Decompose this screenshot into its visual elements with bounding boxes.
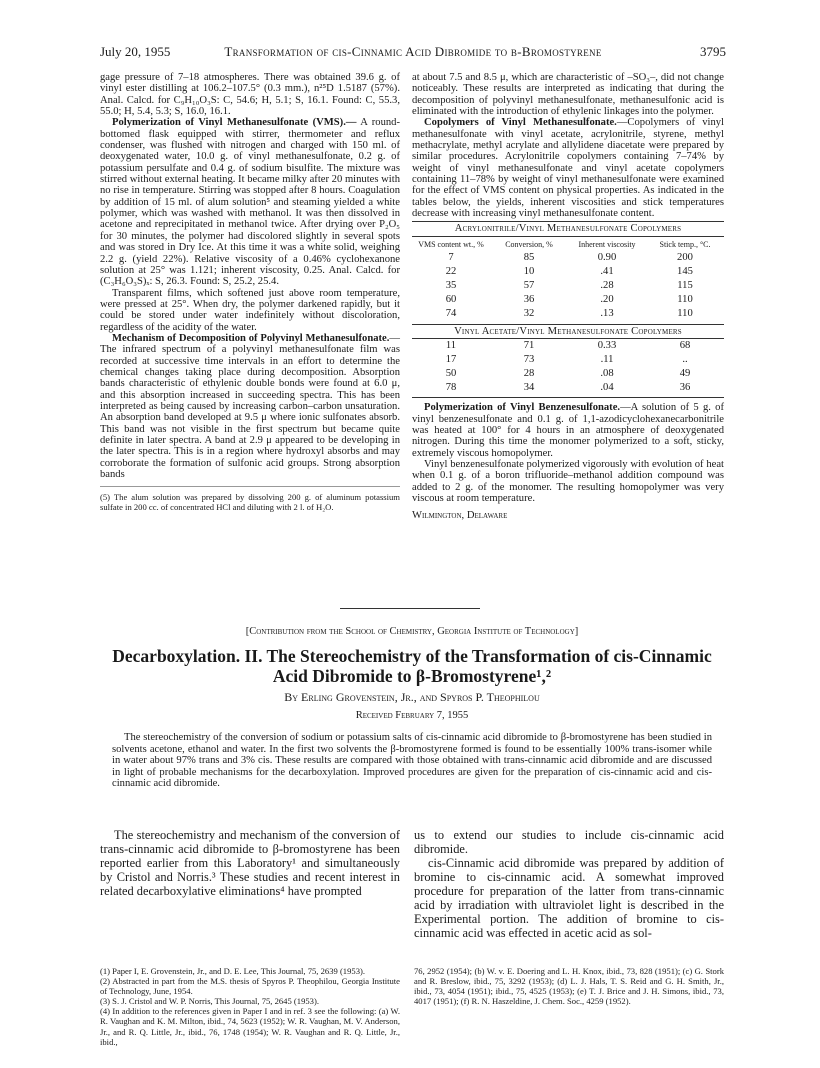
right-column [412, 72, 724, 522]
text-copolymers: —Copolymers of vinyl methanesulfonate with vinyl acetate, acrylonitrile, styrene, methyl methacrylate, methyl acrylate and allylidene diacetate were prepared by similar procedures. Acrylonitrile copolymers containing 7–74% by weight of vinyl methanesulfonate and vinyl acetate copolymers containing 11–78% by weight of vinyl methanesulfonate were examined for the effect of VMS content on physical properties. As indicated in the tables below, the yields, inherent viscosities and stick temperatures decrease with increasing vinyl methanesulfonate content. [412, 117, 724, 220]
table-cell: 68 [679, 340, 691, 352]
body-paragraph: The stereochemistry and mechanism of the conversion of trans-cinnamic acid dibromide to β-bromostyrene has been reported earlier from this Laboratory¹ and simultaneously by Cristol and Norris.³ These studies and recent interest in related decarboxylative eliminations⁴ have prompted [100, 828, 400, 898]
column-header: Conversion, % [505, 239, 553, 249]
table-cell: 36 [679, 382, 691, 394]
heading-mechanism: Mechanism of Decomposition of Polyvinyl Methanesulfonate. [112, 332, 390, 344]
text-mechanism: —The infrared spectrum of a polyvinyl methanesulfonate film was recorded at successive time intervals in an effort to determine the chemical changes taking place during decomposition. Absorption bands characteristic of ethylenic double bonds were found at 6.0 μ, and this absorption increased in succeeding spectra. This has been interpreted as being caused by increasing carbon–carbon unsaturation. An absorption band developed at 9.5 μ where ionic sulfonates absorb. This band was not visible in the first spectrum but became quite definite in later spectra. A band at 2.9 μ appeared to be developing in the later spectra. This is in a region where hydroxyl absorbs and may corroborate the formation of sulfonic acid groups. Strong absorption bands [100, 332, 400, 481]
running-head-date: July 20, 1955 [100, 44, 171, 59]
table-cell: 145 [677, 265, 693, 277]
table-cell: 7 [448, 251, 454, 263]
table-cell: 34 [523, 382, 535, 394]
article-title: Decarboxylation. II. The Stereochemistry of the Transformation of cis-Cinnamic Acid Dibromide to β-Bromostyrene¹,² [112, 646, 712, 686]
table-cell: 71 [523, 340, 535, 352]
footnote-3: (3) S. J. Cristol and W. P. Norris, This Journal, 75, 2645 (1953). [100, 996, 319, 1007]
contribution-line: [Contribution from the School of Chemistry, Georgia Institute of Technology] [245, 626, 579, 637]
footnote-5 [100, 486, 400, 512]
body-paragraph: cis-Cinnamic acid dibromide was prepared by addition of bromine to cis-cinnamic acid. A somewhat improved procedure for preparation of the latter from trans-cinnamic acid by irradiation with ultraviolet light is described in the Experimental portion. The addition of bromine to cis-cinnamic acid was effected in acetic acid as sol- [414, 856, 724, 940]
table-cell: 110 [677, 307, 693, 319]
footnotes-left [100, 966, 400, 1047]
table-cell: 115 [677, 279, 693, 291]
paragraph-boron-trifluoride: Vinyl benzenesulfonate polymerized vigorously with evolution of heat when 0.1 g. of a boron trifluoride–methanol addition compound was added to 2 g. of the monomer. The resulting homopolymer was very viscous at room temperature. [412, 458, 724, 504]
heading-benzenesulfonate: Polymerization of Vinyl Benzenesulfonate. [424, 402, 621, 414]
table-row [412, 367, 724, 381]
table-body-vinyl-acetate [412, 339, 724, 395]
footnote-1: (1) Paper I, E. Grovenstein, Jr., and D. E. Lee, This Journal, 75, 2639 (1953). [100, 966, 366, 976]
article-authors: By Erling Grovenstein, Jr., and Spyros P. Theophilou [284, 690, 540, 704]
table-cell: 57 [523, 279, 535, 291]
footnote-4: (4) In addition to the references given in Paper I and in ref. 3 see the following: (a) W. R. Vaughan and K. M. Milton, ibid., 74, 5623 (1952); W. R. Vaughan, M. V. Anderson, Jr., and R. Q. Little, Jr., ibid., 76, 1748 (1954); W. R. Vaughan and R. Q. Little, Jr., ibid., [100, 1006, 400, 1047]
section-divider [340, 608, 480, 609]
table-cell: .13 [600, 307, 614, 319]
table-cell: 60 [445, 293, 457, 305]
paragraph-benzenesulfonate [412, 402, 724, 459]
table-cell: 36 [523, 293, 535, 305]
table-cell: 28 [523, 368, 535, 380]
paragraph-vinyl-ester: gage pressure of 7–18 atmospheres. There was obtained 39.6 g. of vinyl ester distilling at 106.2–107.5° (0.3 mm.), n²⁵D 1.5187 (57%). Anal. Calcd. for C₉H₁₀O₃S: C, 54.6; H, 5.1; S, 16.1. Found: C, 55.3, 55.0; H, 5.4, 5.3; S, 16.0, 16.1. [100, 72, 400, 118]
table-cell: .04 [600, 382, 614, 394]
table-row [412, 381, 724, 395]
footnote-4-continued: 76, 2952 (1954); (b) W. v. E. Doering and L. H. Knox, ibid., 73, 828 (1951); (c) G. Stork and R. Breslow, ibid., 75, 3292 (1953); (d) L. J. Hals, T. S. Reid and G. H. Smith, Jr., ibid., 73, 4054 (1951); ibid., 75, 4525 (1953); (e) T. J. Brice and J. H. Simons, ibid., 73, 4017 (1951); (f) R. N. Haszeldine, J. Chem. Soc., 4259 (1952). [414, 966, 724, 1007]
table-cell: .28 [600, 279, 614, 291]
table-cell: 32 [523, 307, 535, 319]
table-bottom-rule [412, 395, 724, 398]
author-location: Wilmington, Delaware [412, 510, 508, 522]
table-row [412, 353, 724, 367]
table-cell: .. [682, 354, 688, 366]
table-body-acrylonitrile [412, 251, 724, 321]
table-cell: 74 [445, 307, 457, 319]
table-cell: 0.90 [597, 251, 617, 263]
table-row [412, 293, 724, 307]
table-cell: 85 [523, 251, 535, 263]
table-cell: 22 [445, 265, 457, 277]
table-title-vinyl-acetate: Vinyl Acetate/Vinyl Methanesulfonate Copolymers [412, 324, 724, 339]
table-cell: .08 [600, 368, 614, 380]
running-head-title: Transformation of cis-Cinnamic Acid Dibromide to β-Bromostyrene [224, 44, 602, 59]
footnote-2: (2) Abstracted in part from the M.S. thesis of Spyros P. Theophilou, Georgia Institute of Technology, June, 1954. [100, 976, 400, 997]
text-benzenesulfonate: —A solution of 5 g. of vinyl benzenesulfonate and 0.1 g. of 1,1-azodicyclohexanecarbonitrile was heated at 100° for 4 hours in an atmosphere of deoxygenated nitrogen. During this time the monomer polymerized to a soft, sticky, extremely viscous homopolymer. [412, 402, 724, 459]
table-row [412, 339, 724, 353]
paragraph-copolymers [412, 117, 724, 219]
table-column-headers [412, 237, 724, 251]
table-cell: 10 [523, 265, 535, 277]
abstract: The stereochemistry of the conversion of sodium or potassium salts of cis-cinnamic acid dibromide to β-bromostyrene has been studied in solvents acetone, ethanol and water. In the first two solvents the β-bromostyrene formed is found to be essentially 100% trans-isomer while in water about 97% trans and 3% cis. These results are compared with those obtained with trans-cinnamic acid dibromide and are discussed in light of probable mechanisms for the decarboxylation. Improved procedures are given for the preparation of cis-cinnamic acid and cis-cinnamic acid dibromide. [112, 732, 712, 790]
heading-copolymers: Copolymers of Vinyl Methanesulfonate. [424, 117, 617, 129]
footnotes-right [414, 966, 724, 1006]
table-cell: 110 [677, 293, 693, 305]
column-header: Inherent viscosity [578, 239, 636, 249]
table-row [412, 265, 724, 279]
column-header: VMS content wt., % [418, 239, 484, 249]
page-number: 3795 [700, 44, 726, 59]
table-cell: 11 [445, 340, 457, 352]
paragraph-polymerization-vms [100, 117, 400, 287]
body-left-column [100, 828, 400, 898]
table-cell: .20 [600, 293, 614, 305]
column-header: Stick temp., °C. [659, 239, 711, 249]
table-cell: 73 [523, 354, 535, 366]
table-cell: 35 [445, 279, 457, 291]
table-cell: .41 [600, 265, 614, 277]
table-cell: 17 [445, 354, 457, 366]
table-cell: 200 [677, 251, 693, 263]
table-cell: 78 [445, 382, 457, 394]
table-cell: 0.33 [597, 340, 617, 352]
paragraph-films: Transparent films, which softened just above room temperature, were pressed at 25°. When dry, the polymer darkened rapidly, but it could be stored under water indefinitely without discoloration, regardless of the acidity of the water. [100, 287, 400, 333]
left-column [100, 72, 400, 512]
table-title-acrylonitrile: Acrylonitrile/Vinyl Methanesulfonate Copolymers [412, 221, 724, 236]
text-polymerization-vms: A round-bottomed flask equipped with stirrer, thermometer and reflux condenser, was flushed with nitrogen and charged with 150 ml. of deoxygenated water, 10.0 g. of vinyl methanesulfonate, 0.2 g. of potassium persulfate and 0.4 g. of sodium bisulfite. The mixture was stirred without external heating. It became milky after 20 minutes with no rise in temperature. Stirring was stopped after 8 hours. Coagulation by addition of 15 ml. of alum solution⁵ and steaming yielded a white polymer, which was washed with methanol. It was then dissolved in acetone and reprecipitated in methanol twice. After drying over P₂O₅ for 30 minutes, the polymer had discolored slightly in several spots and was stored in Dry Ice. At this time it was a white solid, weighing 2.2 g. (yield 22%). Relative viscosity of a 0.46% cyclohexanone solution at 25° was 1.121; inherent viscosity, 0.25. Anal. Calcd. for (C₃H₆O₃S)ₓ: S, 26.3. Found: S, 25.2, 25.4. [100, 117, 400, 288]
received-date: Received February 7, 1955 [355, 710, 469, 721]
body-right-column [414, 828, 724, 940]
table-cell: 50 [445, 368, 457, 380]
body-paragraph: us to extend our studies to include cis-cinnamic acid dibromide. [414, 828, 724, 856]
footnote-5-text: (5) The alum solution was prepared by dissolving 200 g. of aluminum potassium sulfate in 200 cc. of concentrated HCl and diluting with 2 l. of H₂O. [100, 492, 400, 513]
table-row [412, 251, 724, 265]
paragraph-interpretation: at about 7.5 and 8.5 μ, which are characteristic of –SO₃–, did not change noticeably. These results are interpreted as indicating that during the decomposition of polyvinyl methanesulfonate, methanesulfonic acid is eliminated with the introduction of ethylenic linkages into the polymer. [412, 72, 724, 118]
table-row [412, 279, 724, 293]
running-head [100, 44, 726, 60]
table-cell: .11 [600, 354, 614, 366]
table-cell: 49 [679, 368, 691, 380]
table-row [412, 307, 724, 321]
heading-polymerization-vms: Polymerization of Vinyl Methanesulfonate (VMS).— [112, 117, 357, 129]
copolymer-table [412, 221, 724, 398]
paragraph-mechanism [100, 333, 400, 480]
